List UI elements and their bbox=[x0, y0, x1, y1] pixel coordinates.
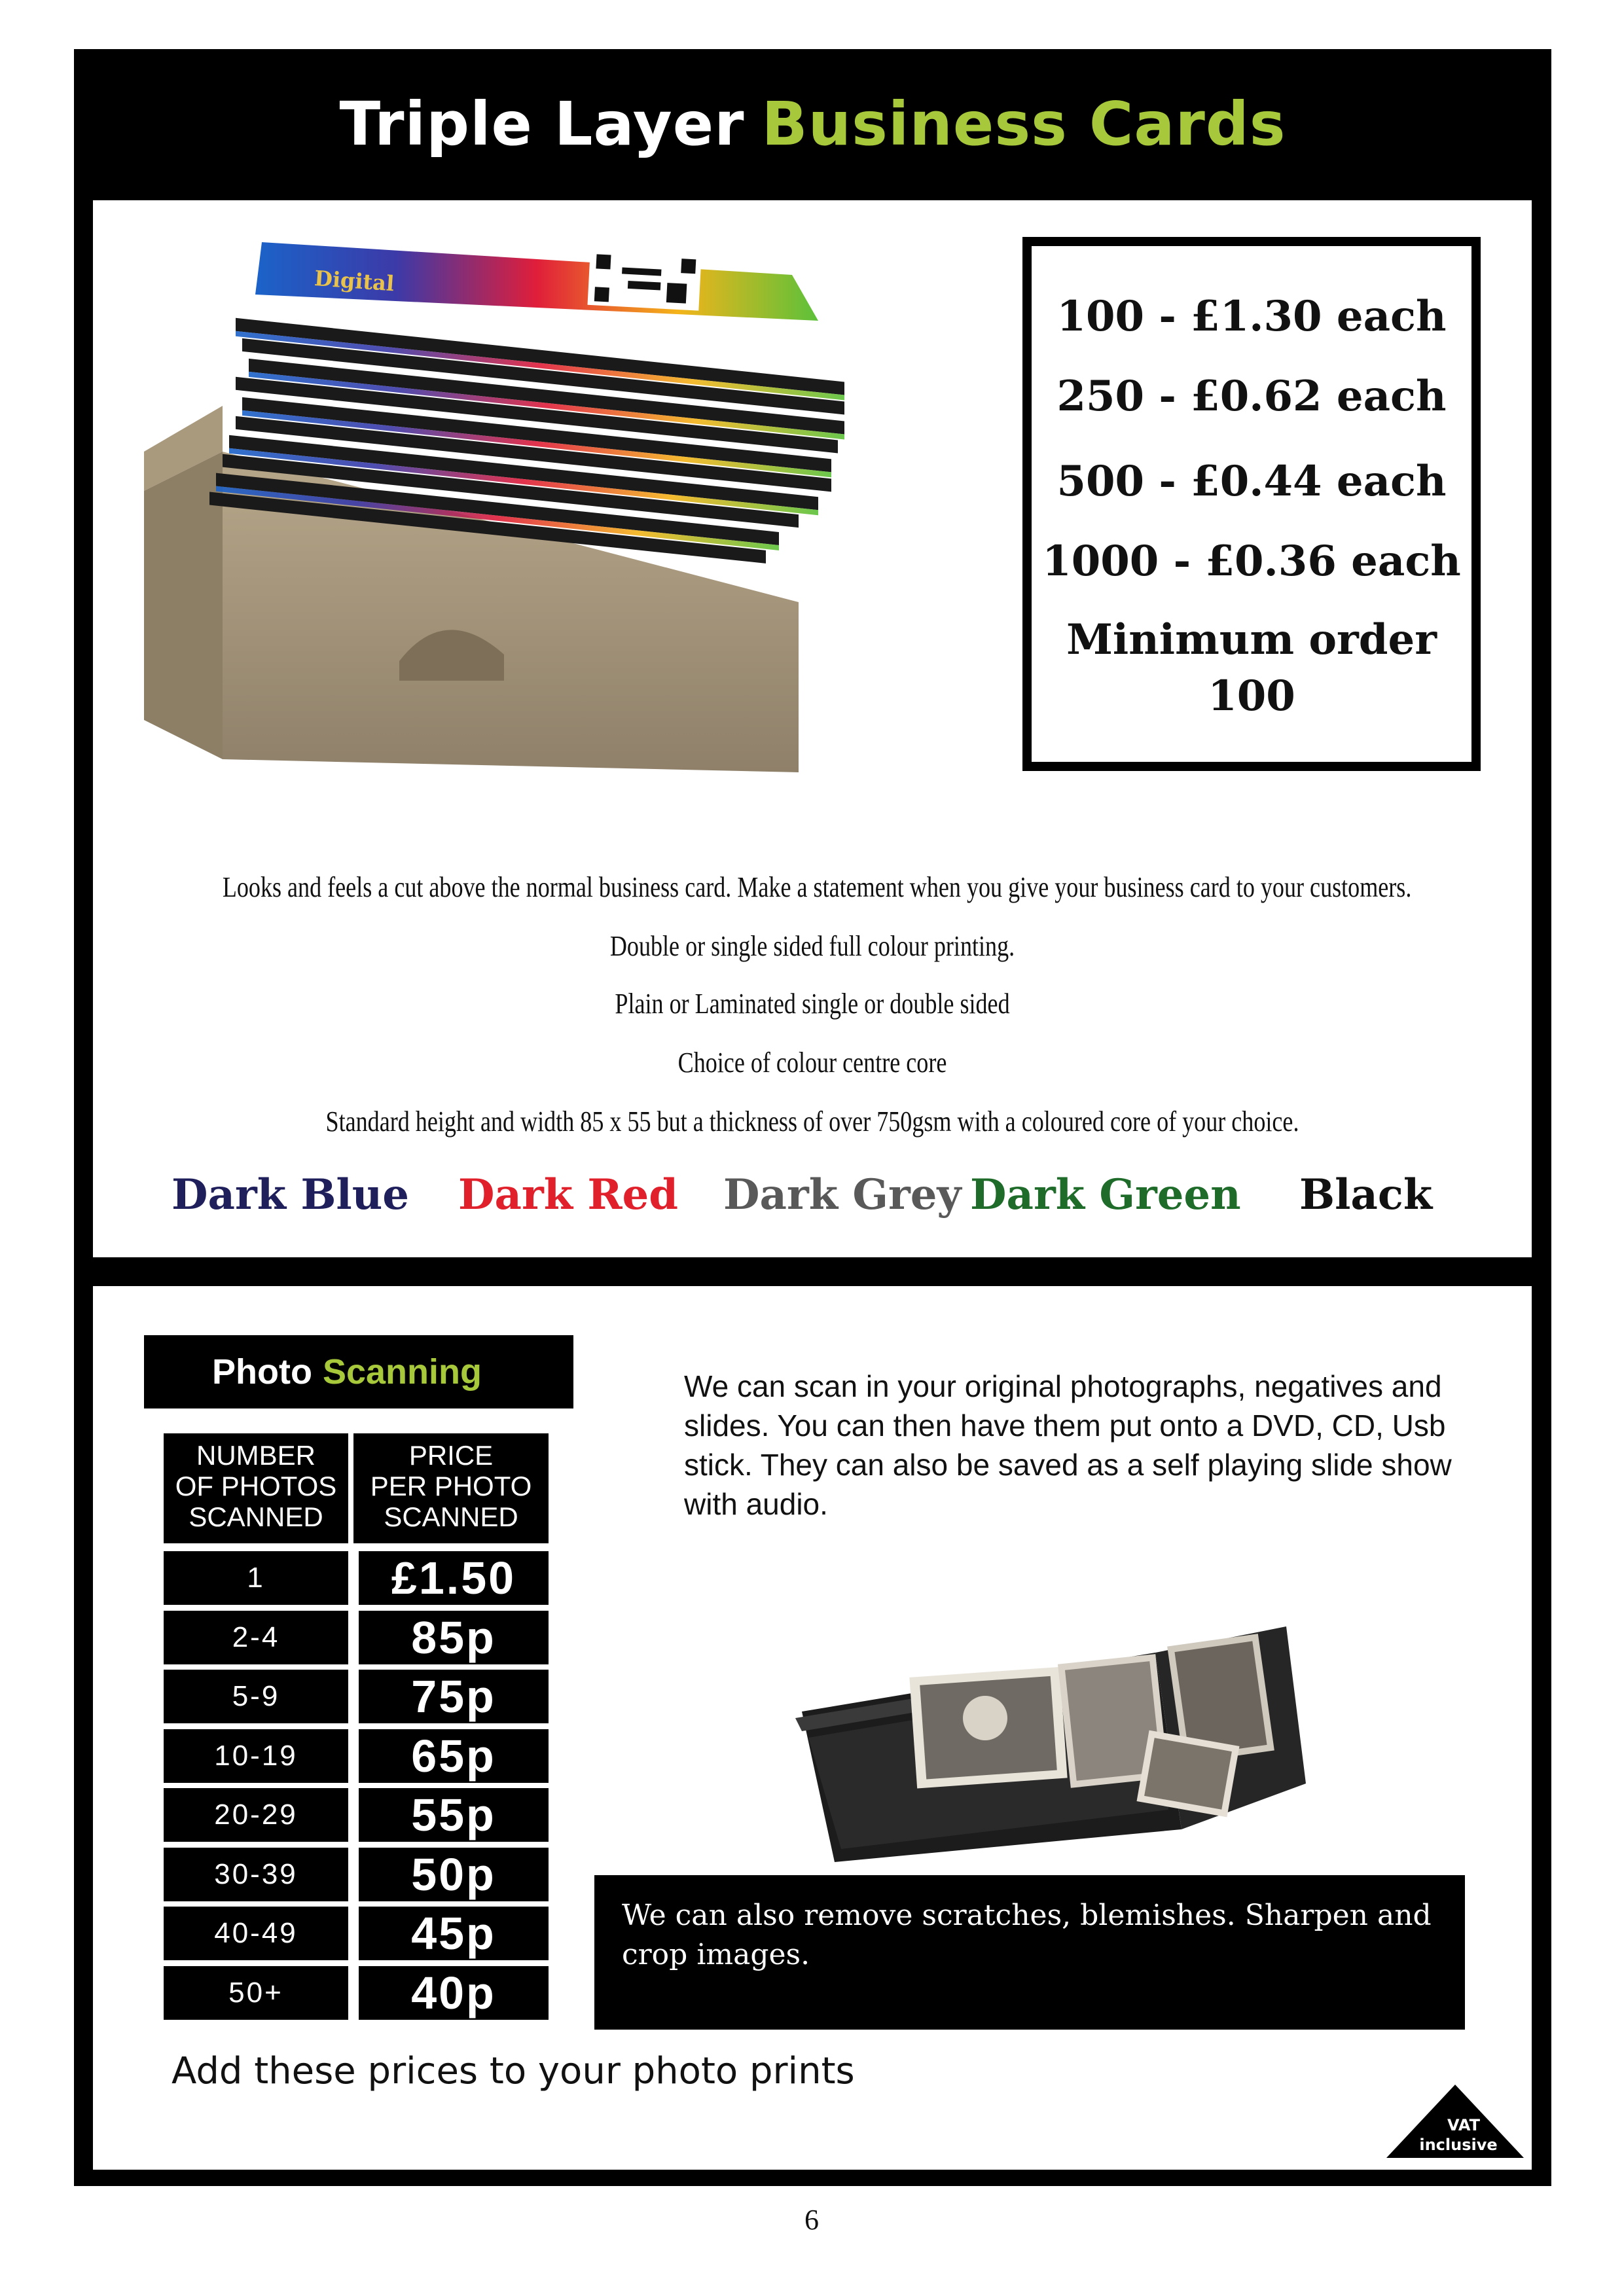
description-line: Choice of colour centre core bbox=[677, 1047, 947, 1079]
title-accent-text: Business Cards bbox=[761, 88, 1286, 159]
table-cell-quantity: 2-4 bbox=[164, 1611, 348, 1664]
table-cell-price: 40p bbox=[359, 1966, 549, 2020]
table-cell-quantity: 5-9 bbox=[164, 1670, 348, 1723]
business-card-stack-image bbox=[137, 236, 975, 785]
scan-title-text: Photo bbox=[212, 1352, 312, 1391]
table-cell-quantity: 50+ bbox=[164, 1966, 348, 2020]
colour-dark-grey: Dark Grey bbox=[723, 1170, 962, 1219]
header-line: SCANNED bbox=[384, 1501, 518, 1532]
prices-note: Add these prices to your photo prints bbox=[171, 2050, 855, 2092]
scan-title-accent: Scanning bbox=[322, 1352, 482, 1391]
table-cell-quantity: 1 bbox=[164, 1551, 348, 1605]
table-cell-price: 85p bbox=[359, 1611, 549, 1664]
price-100: 100 - £1.30 each bbox=[1056, 292, 1447, 341]
table-cell-quantity: 30-39 bbox=[164, 1848, 348, 1901]
minimum-order-value: 100 bbox=[1208, 672, 1295, 721]
table-cell-quantity: 10-19 bbox=[164, 1729, 348, 1783]
colour-dark-red: Dark Red bbox=[458, 1170, 678, 1219]
header-line: PRICE bbox=[408, 1440, 494, 1471]
table-cell-price: 65p bbox=[359, 1729, 549, 1783]
vat-line2: inclusive bbox=[1419, 2136, 1498, 2154]
description-line: Plain or Laminated single or double sided bbox=[615, 988, 1010, 1020]
table-header-price bbox=[353, 1433, 549, 1543]
scanning-description: We can scan in your original photographs, negatives and slides. You can then have them put onto a DVD, CD, Usb stick. They can also be saved as a self playing slide show with audio. bbox=[684, 1369, 1452, 1521]
page-title bbox=[74, 49, 1551, 198]
colour-dark-green: Dark Green bbox=[970, 1170, 1241, 1219]
photo-scanning-title bbox=[144, 1335, 573, 1408]
description-line: Standard height and width 85 x 55 but a thickness of over 750gsm with a coloured core of your choice. bbox=[325, 1105, 1299, 1138]
table-cell-price: 50p bbox=[359, 1848, 549, 1901]
table-cell-price: £1.50 bbox=[359, 1551, 549, 1605]
description-line: Looks and feels a cut above the normal business card. Make a statement when you give your business card to your customers. bbox=[222, 871, 1412, 903]
header-line: NUMBER bbox=[196, 1440, 316, 1471]
header-line: PER PHOTO bbox=[370, 1471, 532, 1501]
extra-services-box: We can also remove scratches, blemishes. Sharpen and crop images. bbox=[594, 1875, 1465, 2030]
description-line: Double or single sided full colour printing. bbox=[609, 930, 1015, 962]
header-line: OF PHOTOS bbox=[175, 1471, 337, 1501]
table-cell-price: 45p bbox=[359, 1907, 549, 1960]
price-250: 250 - £0.62 each bbox=[1056, 372, 1447, 421]
colour-black: Black bbox=[1299, 1170, 1433, 1219]
card-logo-text: Digital bbox=[313, 265, 395, 296]
header-line: SCANNED bbox=[189, 1501, 323, 1532]
price-1000: 1000 - £0.36 each bbox=[1042, 537, 1461, 586]
title-text: Triple Layer bbox=[339, 88, 745, 159]
table-cell-price: 55p bbox=[359, 1788, 549, 1842]
price-500: 500 - £0.44 each bbox=[1056, 457, 1447, 506]
table-cell-quantity: 20-29 bbox=[164, 1788, 348, 1842]
vat-line1: VAT bbox=[1447, 2116, 1481, 2134]
colour-dark-blue: Dark Blue bbox=[171, 1170, 409, 1219]
table-cell-price: 75p bbox=[359, 1670, 549, 1723]
photo-album-image bbox=[789, 1613, 1306, 1862]
table-header-quantity bbox=[164, 1433, 348, 1543]
table-cell-quantity: 40-49 bbox=[164, 1907, 348, 1960]
minimum-order-label: Minimum order bbox=[1066, 615, 1437, 664]
vat-inclusive-badge bbox=[1386, 2085, 1524, 2158]
page-number: 6 bbox=[804, 2204, 819, 2236]
price-box bbox=[1022, 237, 1481, 771]
